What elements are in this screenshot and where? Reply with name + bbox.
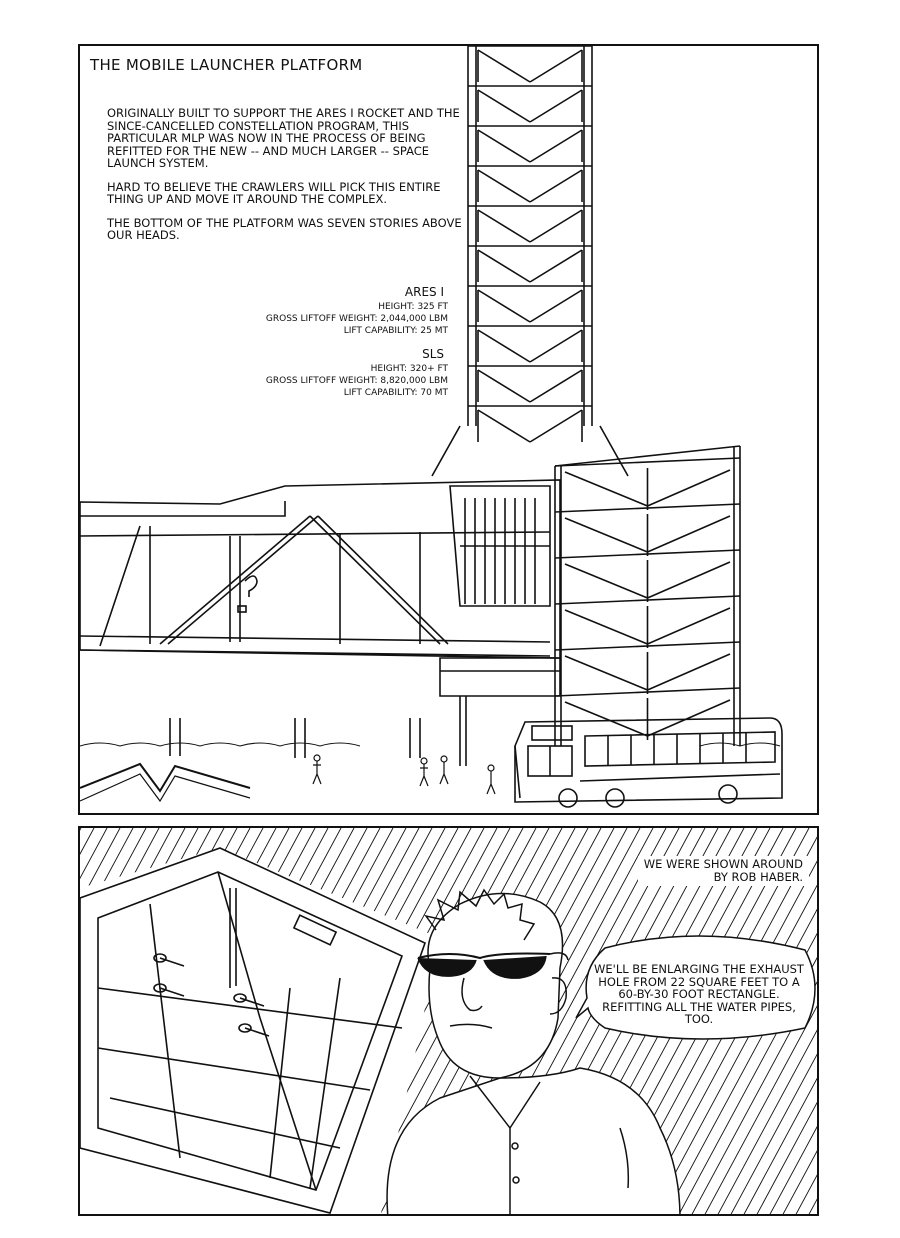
people: [313, 755, 495, 794]
spec-weight: GROSS LIFTOFF WEIGHT: 8,820,000 LBM: [265, 376, 448, 386]
spec-block-sls: [220, 347, 448, 399]
panel-rob-haber: [78, 826, 819, 1216]
truss-block: [555, 446, 740, 746]
caption-paragraph: HARD TO BELIEVE THE CRAWLERS WILL PICK THIS ENTIRE THING UP AND MOVE IT AROUND THE COMPLEX.: [107, 179, 441, 206]
spec-name: ARES I: [404, 285, 444, 299]
rocket-specs: [220, 282, 448, 409]
spec-height: HEIGHT: 320+ FT: [370, 364, 448, 374]
spec-weight: GROSS LIFTOFF WEIGHT: 2,044,000 LBM: [265, 314, 448, 324]
page-title: THE MOBILE LAUNCHER PLATFORM: [90, 56, 363, 74]
caption-box: [107, 107, 477, 253]
spec-height: HEIGHT: 325 FT: [378, 302, 448, 312]
platform-structure: [80, 480, 560, 766]
spec-lift: LIFT CAPABILITY: 70 MT: [343, 388, 448, 398]
launch-tower: [468, 46, 592, 442]
caption-paragraph: THE BOTTOM OF THE PLATFORM WAS SEVEN STORIES ABOVE OUR HEADS.: [107, 215, 462, 242]
spec-name: SLS: [422, 347, 444, 361]
narration-line: WE WERE SHOWN AROUND: [643, 857, 803, 871]
narration-line: BY ROB HABER.: [713, 870, 803, 884]
spec-block-ares: [220, 285, 448, 337]
panel-mobile-launcher: [78, 44, 819, 815]
spec-lift: LIFT CAPABILITY: 25 MT: [343, 326, 448, 336]
speech-balloon: WE'LL BE ENLARGING THE EXHAUST HOLE FROM 22 SQUARE FEET TO A 60-BY-30 FOOT RECTANGLE. REFITTING ALL THE WATER PIPES, TOO.: [594, 962, 804, 1026]
caption-paragraph: ORIGINALLY BUILT TO SUPPORT THE ARES I ROCKET AND THE SINCE-CANCELLED CONSTELLATION PROGRAM, THIS PARTICULAR MLP WAS NOW IN THE PROCESS OF BEING REFITTED FOR THE NEW -- AND MUCH LARGER -- SPACE LAUNCH SYSTEM.: [107, 106, 460, 170]
